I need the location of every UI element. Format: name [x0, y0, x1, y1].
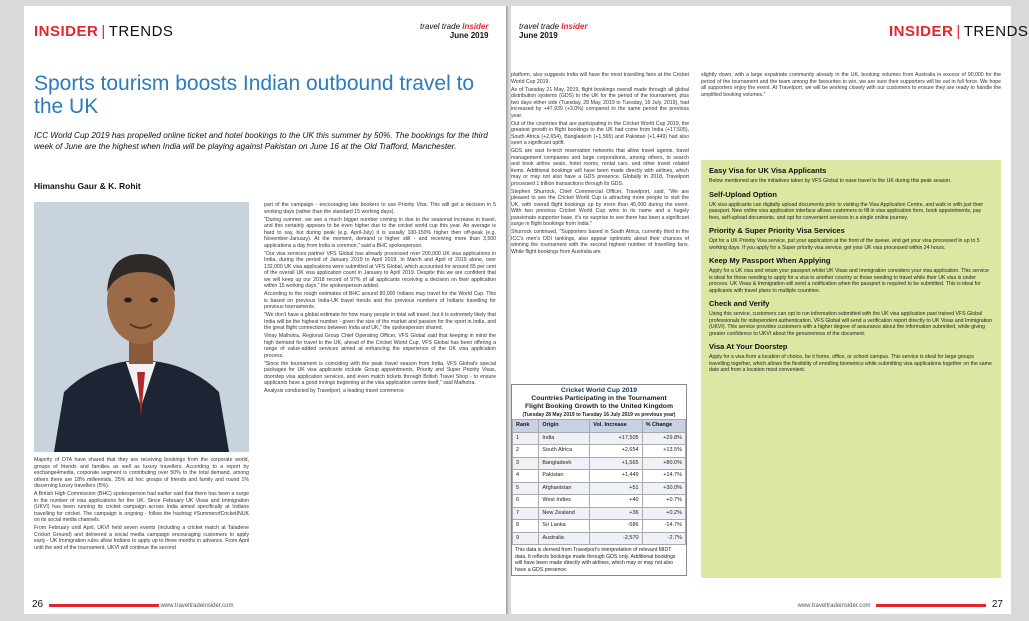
table-cell: +30.0% [642, 482, 685, 495]
masthead-accent: Insider [561, 22, 588, 31]
table-cell: 4 [513, 470, 539, 483]
sidebar-intro: Below mentioned are the initiatives taken by VFS Global to ease travel to the UK during this peak season. [709, 178, 952, 184]
flight-booking-table-box [511, 384, 687, 576]
table-cell: Sri Lanka [539, 520, 590, 533]
table-title-line: Countries Participating in the Tournament [531, 395, 667, 402]
sidebar-body: Apply for a visa from a location of choice, be it home, office, or school campus. This service is ideal for large groups travelling together, which allows the flexibility of enrolling biometrics while submitting visa applications together on the same date and from a location most convenient. [709, 354, 992, 373]
brand-section: TRENDS [963, 23, 1029, 40]
article-column-4 [701, 72, 1001, 156]
table-cell: +1,565 [590, 457, 642, 470]
footer-website[interactable]: www.traveltradeinsider.com [160, 603, 234, 609]
table-row [513, 520, 686, 533]
sidebar-body: Apply for a UK visa and retain your passport whilst UK Visas and Immigration considers your visa application. This service is ideal for those needing to apply for a visa to another country or those needing to travel while their UK visa is under process. UK Visas & Immigration will send a notification when the passport is required to be submitted. This is ideal for applicants with travel plans to multiple countries. [709, 268, 989, 294]
table-cell: -14.7% [642, 520, 685, 533]
masthead [420, 22, 489, 40]
table-row [513, 507, 686, 520]
table-cell: +29.8% [642, 432, 685, 445]
column-header: % Change [642, 420, 685, 433]
table-cell: Afghanistan [539, 482, 590, 495]
paragraph: platform, also suggests India will have the most travelling fans at the Cricket World Cup 2019. [511, 72, 689, 85]
table-row [513, 470, 686, 483]
table-row [513, 457, 686, 470]
magazine-page-left [24, 6, 508, 614]
table-cell: 7 [513, 507, 539, 520]
portrait-illustration [34, 202, 249, 452]
page-footer [798, 599, 1004, 610]
sidebar-body: Using this service, customers can opt to run information submitted with the UK visa application past trained VFS Global professionals for independent authentication. VFS Global will send a verification report directly to UK Visas and Immigration (UKVI). This service provides customers with a higher degree of assurance about the information submitted, while giving greater confidence to UKVI about the genuineness of the document. [709, 311, 993, 337]
brand-insider: INSIDER [889, 23, 954, 40]
table-cell: India [539, 432, 590, 445]
brand-insider: INSIDER [34, 23, 99, 40]
table-cell: +36 [590, 507, 642, 520]
paragraph: Majority of OTA have shared that they are receiving bookings from the corporate world, groups of friends and families as well as luxury travellers. According to a report by exchange4media, corporate segment is contributing over 50% to the total demand, among others there are 18% millennials, 25% ad hoc groups of friends and family and round 1% discerning luxury travellers (5%). [34, 457, 249, 489]
paragraph: As of Tuesday 21 May, 2019, flight bookings overall made through all global distribution systems (GDS) to the UK for the period of the tournament, plus two days either side (Tuesday, 28 May, 2019 to Tuesday, 16 July, 2019), had increased by +47,939 (+3.0%) compared to the same period the previous year. [511, 86, 689, 119]
sidebar-heading: Keep My Passport When Applying [709, 256, 831, 265]
table-title-line: Cricket World Cup 2019 [560, 387, 638, 394]
article-byline: Himanshu Gaur & K. Rohit [34, 181, 141, 191]
paragraph: Shurrock continued, "Supporters based in South Africa, currently third in the ICC's men's ODI rankings, also appear optimistic about their chances of winning the tournament with the second highest number of travelling fans. While flight bookings from Australia are [511, 229, 689, 255]
masthead-date: June 2019 [519, 31, 558, 40]
section-brand [889, 23, 1028, 40]
table-cell: 9 [513, 532, 539, 545]
masthead-prefix: travel trade [420, 22, 461, 31]
paragraph: "Since the tournament is coinciding with the peak travel season from India, VFS Global's special packages for UK visa applicants include Group appointments, Priority and Super Priority Visas, doorstep visa application services, and even match tickets through British Travel Shop - to ensure applicants have a good innings beginning at the visa application centre itself," said Malhotra. [264, 360, 496, 386]
flight-booking-table [512, 419, 686, 545]
sidebar-heading: Visa At Your Doorstep [709, 342, 788, 351]
table-cell: South Africa [539, 445, 590, 458]
table-title [512, 385, 686, 419]
paragraph: Out of the countries that are participating in the Cricket World Cup 2019, the greatest growth in flight bookings to the UK had come from India (+17,505), South Africa (+2,654), Bangladesh (+1,565) and Pakistan (+1,449) had also seen a significant uplift. [511, 120, 689, 146]
column-header: Rank [513, 420, 539, 433]
spokesperson-photo [34, 202, 249, 452]
paragraph: Stephen Shurrock, Chief Commercial Officer, Travelport, said, "We are pleased to see the Cricket World Cup is attracting more people to visit the UK, with overall flight bookings up by more than 45,000 during the event. With two previous Cricket World Cup wins to its name and a hugely passionate supporter base, it's no surprise to see there has been a significant surge in flight bookings from India." [511, 188, 689, 227]
table-note: This data is derived from Travelport's interpretation of relevant MIDT data. It reflects bookings made through GDS only. Additional bookings will have been made directly with airlines, which may or may not also have a GDS presence. [515, 547, 676, 573]
table-title-line: Flight Booking Growth to the United Kingdom [525, 403, 673, 410]
paragraph: A British High Commission (BHC) spokesperson had earlier said that there has been a surge in the number of visa applications for the UK. Since February UK Visas and Immigration (UKVI) has been running its cricket campaign across India aimed specifically at Indians travelling for cricket. The campaign is ongoing - follow the hashtag #SummerofCricketINUK on its social media channels. [34, 491, 249, 523]
table-cell: 8 [513, 520, 539, 533]
masthead [519, 22, 588, 40]
column-header: Origin [539, 420, 590, 433]
footer-website[interactable]: www.traveltradeinsider.com [797, 603, 871, 609]
table-cell: West Indies [539, 495, 590, 508]
table-cell: +17,505 [590, 432, 642, 445]
table-cell: +14.7% [642, 470, 685, 483]
paragraph: "We don't have a global estimate for how many people in total will travel, but it is extremely likely that India will be the highest number - given the size of the market and passion for the sport in India, and the great flight connections between India and UK," the spokesperson shared. [264, 312, 496, 331]
paragraph: GDS are vast hi-tech reservation networks that allow travel agents, travel management companies and large corporations, among others, to search and book airline seats, hotel rooms, rental cars, and other travel related items. Additional bookings will have been made directly with airlines, which may or may not also have a GDS presence. Globally in 2018, Travelport processed 1 trillion transactions through its GDS. [511, 148, 689, 187]
brand-separator: | [956, 23, 961, 40]
masthead-prefix: travel trade [519, 22, 560, 31]
paragraph: Analysis conducted by Travelport, a leading travel commerce [264, 388, 404, 394]
table-cell: 5 [513, 482, 539, 495]
footer-divider [49, 604, 159, 607]
sidebar-title: Easy Visa for UK Visa Applicants [709, 166, 827, 175]
paragraph: slightly down, with a large expatriate community already in the UK, booking volumes from Australia in excess of 90,000 for the period of the tournament and the team among the favourites to win, we are sure their supporters will be out in full force. We hope all supporters enjoy the event. At Travelport, we will be working closely with our customers to ensure they are ready to handle the amplified booking volumes." [701, 72, 1001, 98]
table-cell: +13.5% [642, 445, 685, 458]
paragraph: Vinay Malhotra, Regional Group Chief Operating Officer, VFS Global said that keeping in mind the high demand for travel to the UK, ahead of the Cricket World Cup, VFS Global has been offering a range of value-added services aimed at enhancing the experience of the UK visa application process. [264, 333, 496, 359]
sidebar-heading: Self-Upload Option [709, 189, 777, 199]
sidebar-body: UK visa applicants can digitally upload documents prior to visiting the Visa Application Centre, and walk in with just their passport. New online visa application interface allows customers to fill in visa application form, book appointments, pay fees, self-upload documents, and opt for convenient services in a single online journey. [709, 201, 984, 221]
masthead-date: June 2019 [449, 31, 489, 40]
article-column-2 [264, 202, 496, 592]
paragraph: part of the campaign - encouraging late bookers to use Priority Visa. This will get a decision in 5 working days (rather than the standard 15 working days). [264, 202, 496, 215]
magazine-page-right [511, 6, 1029, 614]
table-cell: Pakistan [539, 470, 590, 483]
table-cell: 2 [513, 445, 539, 458]
paragraph: From February until April, UKVI held seven events (including a cricket match at Taladene Cricket Ground) and delivered a social media campaign encouraging customers to apply early - UK Immigration rules allow Indians to apply up to three months in advance. From April until the end of the tournament, UKVI will continue the second [34, 525, 249, 551]
page-footer [32, 599, 234, 610]
article-column-1 [34, 457, 249, 592]
table-cell: +80.0% [642, 457, 685, 470]
table-cell: Australia [539, 532, 590, 545]
sidebar-heading: Priority & Super Priority Visa Services [709, 226, 845, 235]
table-row [513, 432, 686, 445]
section-brand [34, 23, 173, 40]
table-row [513, 532, 686, 545]
paragraph: "Our visa services partner VFS Global has already processed over 200,000 UK visa applications in India, during the period of January 2019 to April 2019. In March and April of 2019 alone, over 132,000 UK visa applications were submitted at VFS Global, which accounted for around 65 per cent of the overall UK visa application count in January to April 2019. Despite this we are confident that we will keep up our 2018 record of 97% of all applicants receiving a decision on their application within 15 working days," the spokesperson added. [264, 250, 496, 289]
visa-services-sidebar [701, 160, 1001, 578]
table-cell: 1 [513, 432, 539, 445]
table-cell: 3 [513, 457, 539, 470]
table-row [513, 482, 686, 495]
brand-separator: | [101, 23, 106, 40]
table-cell: +2,654 [590, 445, 642, 458]
table-row [513, 445, 686, 458]
table-cell: -2.7% [642, 532, 685, 545]
masthead-accent: Insider [462, 22, 489, 31]
table-cell: -586 [590, 520, 642, 533]
table-cell: Bangladesh [539, 457, 590, 470]
table-cell: +0.2% [642, 507, 685, 520]
article-standfirst: ICC World Cup 2019 has propelled online ticket and hotel bookings to the UK this summer by 50%. The bookings for the third week of June are the highest when India will be playing against Pakistan on June 16 at the Old Trafford, Manchester. [34, 131, 488, 151]
table-title-line: (Tuesday 28 May 2019 to Tuesday 16 July 2019 vs previous year) [522, 412, 676, 418]
table-row [513, 495, 686, 508]
table-cell: +40 [590, 495, 642, 508]
table-header-row [513, 420, 686, 433]
page-number: 27 [991, 599, 1003, 610]
table-cell: +0.7% [642, 495, 685, 508]
brand-section: TRENDS [108, 23, 174, 40]
article-headline: Sports tourism boosts Indian outbound travel to the UK [34, 72, 475, 118]
paragraph: According to the rough estimates of BHC around 80,000 Indians may travel for the World Cup. This is based on previous India-UK travel trends and the previous numbers of Indians travelling for previous tournaments. [264, 291, 496, 310]
article-column-3 [511, 72, 689, 380]
paragraph: "During summer, we see a much bigger number coming in due to the seasonal increase in travel, and this certainly appears to be even higher due to the cricket world cup this year. An average is hard to say, but during peak (e.g. April-July) it is usually 100-150% higher then off-peak (e.g. November-January). At the moment, demand is higher still - and receiving more than 3,500 applications a day from India is common," said a BHC spokesperson. [264, 216, 496, 249]
footer-divider [876, 604, 986, 607]
table-cell: -2,570 [590, 532, 642, 545]
sidebar-heading: Check and Verify [709, 299, 770, 308]
page-number: 26 [32, 599, 44, 610]
table-cell: +51 [590, 482, 642, 495]
column-header: Vol. Increase [590, 420, 642, 433]
table-cell: 6 [513, 495, 539, 508]
sidebar-body: Opt for a UK Priority Visa service, put your application at the front of the queue, and get your visa processed in up to 5 working days. If you apply for a Super priority visa service, get your UK visa processed within 24 hours. [709, 238, 980, 251]
table-cell: New Zealand [539, 507, 590, 520]
table-cell: +1,449 [590, 470, 642, 483]
